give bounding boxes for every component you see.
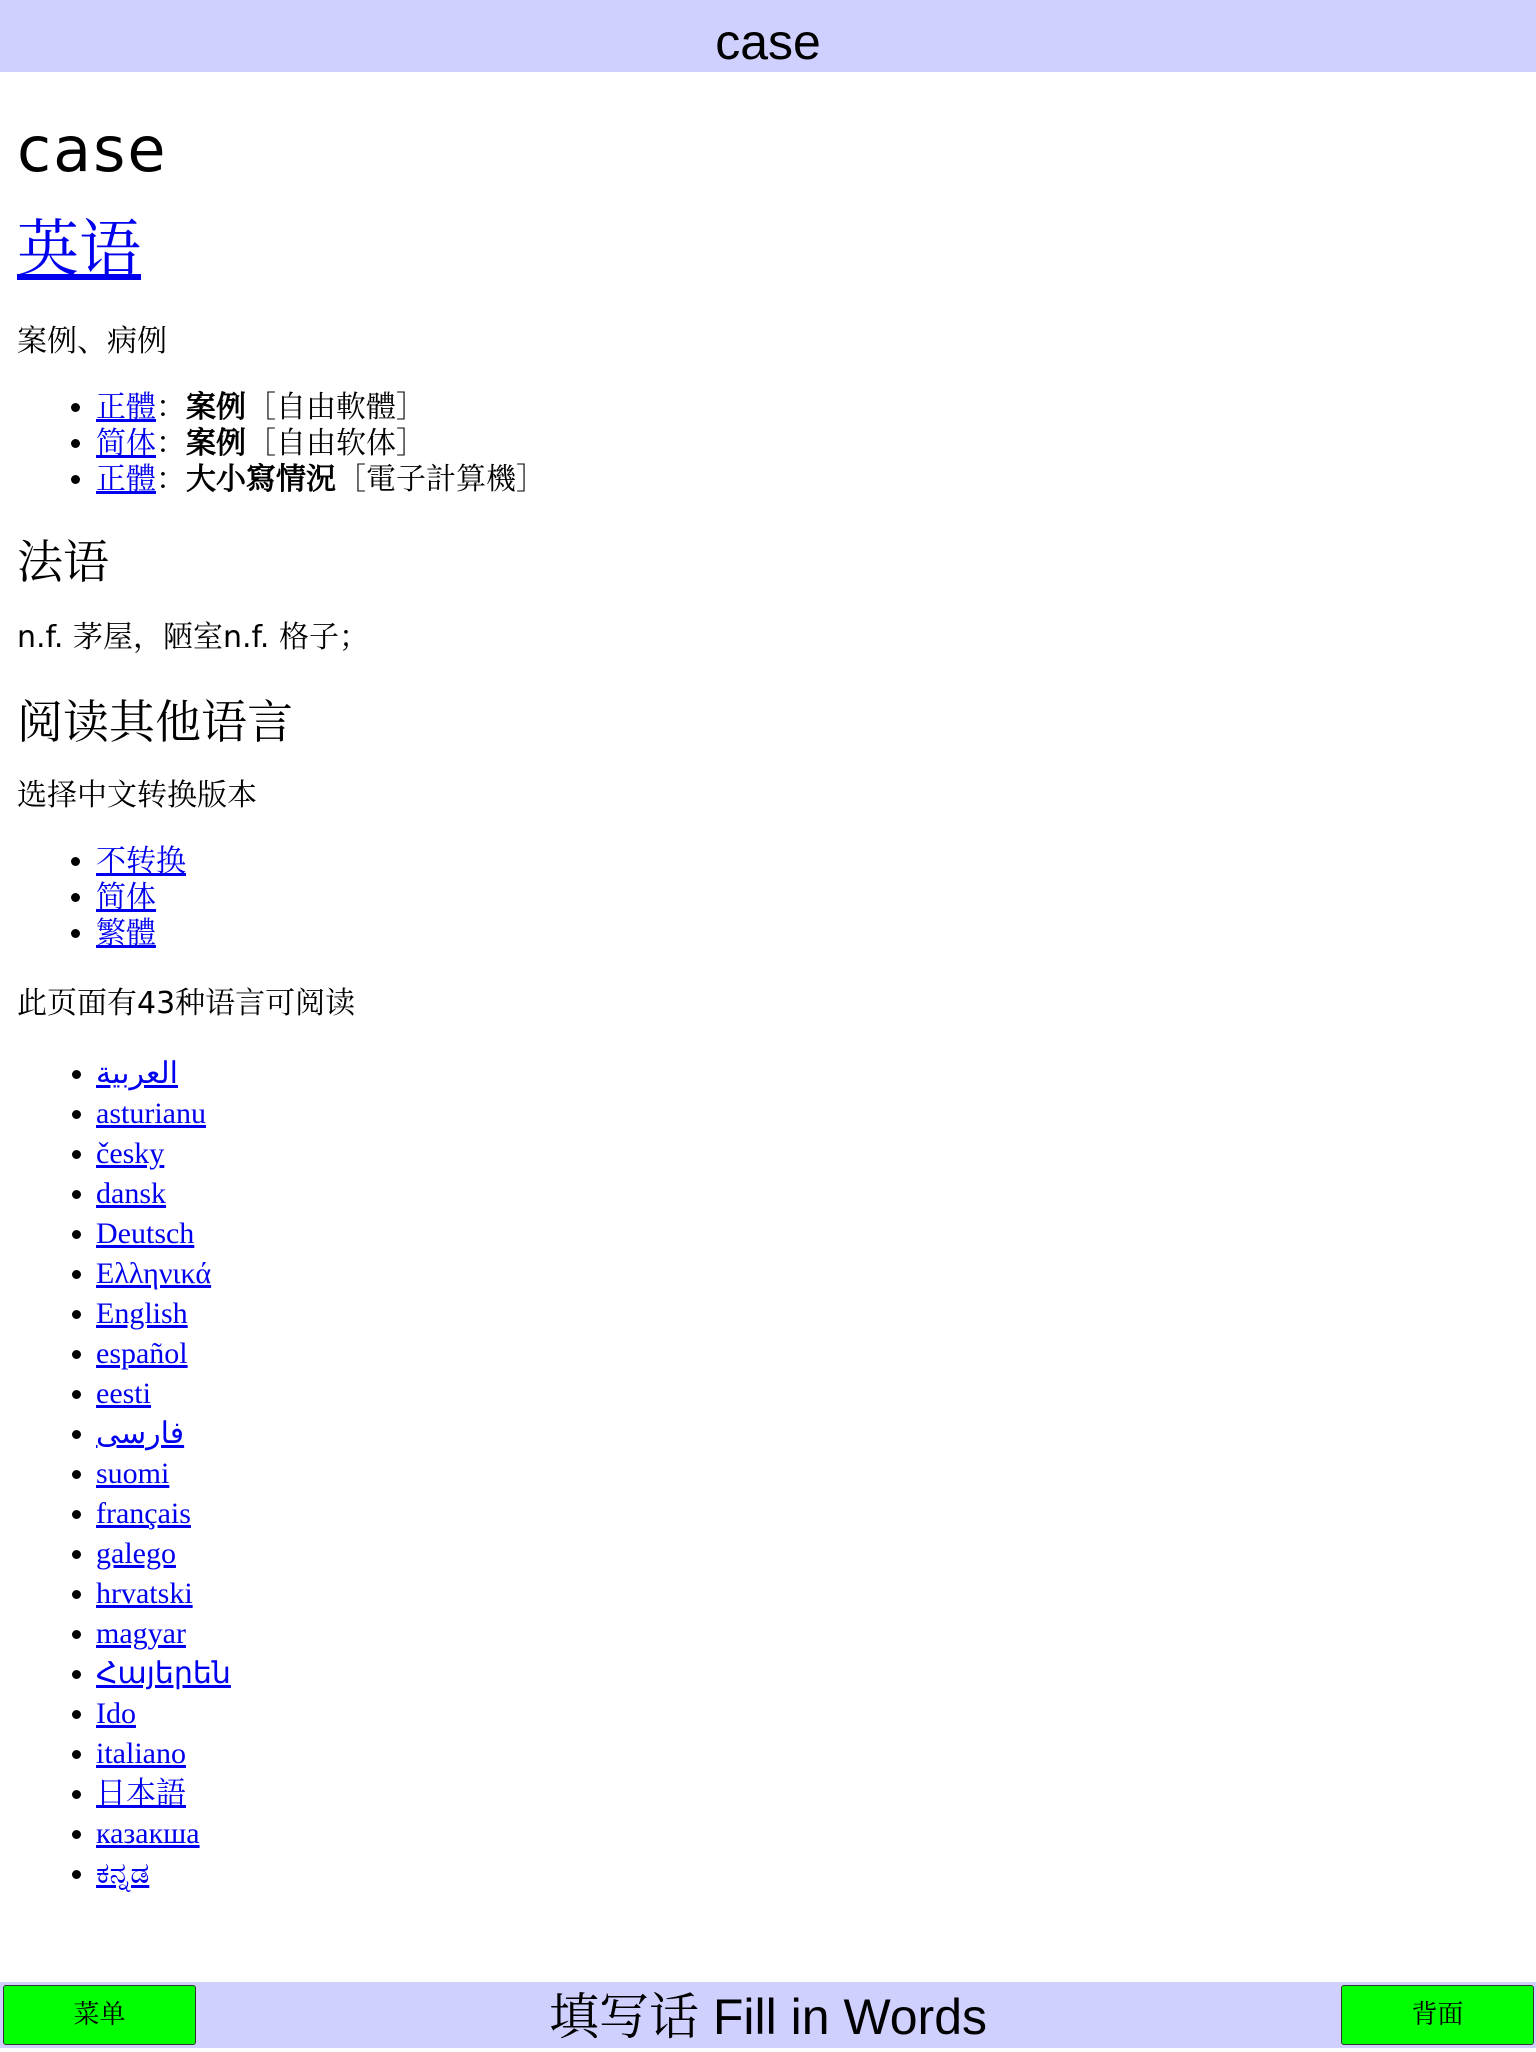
variant-separator: ：: [156, 462, 186, 497]
language-item: [96, 1374, 1517, 1414]
variant-term: 案例: [186, 390, 246, 425]
language-link[interactable]: asturianu: [96, 1097, 206, 1130]
conversion-options-list: [17, 844, 1517, 952]
language-link[interactable]: suomi: [96, 1457, 170, 1490]
language-item: [96, 1414, 1517, 1454]
english-heading-link[interactable]: 英语: [17, 212, 142, 285]
conversion-option: [96, 844, 1517, 880]
language-item: [96, 1494, 1517, 1534]
variant-term: 案例: [186, 426, 246, 461]
conversion-option-link[interactable]: 不转换: [96, 844, 186, 879]
language-item: [96, 1054, 1517, 1094]
language-link[interactable]: فارسی: [96, 1417, 185, 1450]
variant-domain: ［自由軟體］: [246, 390, 426, 425]
top-bar-title: case: [715, 14, 821, 70]
variant-domain: ［自由软体］: [246, 426, 426, 461]
variant-separator: ：: [156, 390, 186, 425]
variant-domain: ［電子計算機］: [336, 462, 546, 497]
language-item: [96, 1854, 1517, 1894]
language-item: [96, 1214, 1517, 1254]
variant-item: [96, 390, 1517, 426]
language-link[interactable]: español: [96, 1337, 188, 1370]
language-item: [96, 1574, 1517, 1614]
language-item: [96, 1614, 1517, 1654]
language-link[interactable]: eesti: [96, 1377, 151, 1410]
conversion-label: 选择中文转换版本: [17, 778, 257, 813]
language-link[interactable]: العربية: [96, 1057, 178, 1090]
variant-script-link[interactable]: 简体: [96, 426, 156, 461]
english-heading: [17, 210, 1517, 288]
variant-term: 大小寫情況: [186, 462, 336, 497]
language-link[interactable]: ಕನ್ನಡ: [96, 1857, 150, 1890]
language-item: [96, 1294, 1517, 1334]
variant-item: [96, 426, 1517, 462]
french-definition: n.f. 茅屋，陋室n.f. 格子；: [17, 620, 370, 655]
language-item: [96, 1694, 1517, 1734]
language-link[interactable]: Ελληνικά: [96, 1257, 212, 1290]
word-title: case: [17, 113, 168, 186]
language-link[interactable]: Հայերեն: [96, 1657, 231, 1690]
language-item: [96, 1534, 1517, 1574]
conversion-option-link[interactable]: 繁體: [96, 916, 156, 951]
menu-button[interactable]: 菜单: [3, 1985, 196, 2045]
language-count-text: 此页面有43种语言可阅读: [17, 986, 356, 1021]
language-item: [96, 1734, 1517, 1774]
french-heading: 法语: [17, 535, 109, 589]
language-link[interactable]: hrvatski: [96, 1577, 193, 1610]
language-item: [96, 1134, 1517, 1174]
language-link[interactable]: česky: [96, 1137, 165, 1170]
language-item: [96, 1814, 1517, 1854]
bottom-bar: [0, 1982, 1536, 2048]
language-item: [96, 1254, 1517, 1294]
language-link[interactable]: 日本語: [96, 1777, 186, 1810]
language-link[interactable]: dansk: [96, 1177, 166, 1210]
variant-item: [96, 462, 1517, 498]
english-variants-list: [17, 390, 1517, 498]
variant-script-link[interactable]: 正體: [96, 462, 156, 497]
english-definition: 案例、病例: [17, 324, 167, 359]
language-list: [17, 1054, 1517, 1894]
language-link[interactable]: galego: [96, 1537, 176, 1570]
language-link[interactable]: italiano: [96, 1737, 186, 1770]
language-link[interactable]: Ido: [96, 1697, 136, 1730]
language-item: [96, 1454, 1517, 1494]
language-item: [96, 1654, 1517, 1694]
conversion-option: [96, 880, 1517, 916]
language-item: [96, 1174, 1517, 1214]
conversion-option: [96, 916, 1517, 952]
language-item: [96, 1334, 1517, 1374]
language-link[interactable]: magyar: [96, 1617, 186, 1650]
variant-script-link[interactable]: 正體: [96, 390, 156, 425]
language-item: [96, 1094, 1517, 1134]
main-content: [17, 72, 1517, 1982]
language-item: [96, 1774, 1517, 1814]
language-link[interactable]: казакша: [96, 1817, 200, 1850]
conversion-option-link[interactable]: 简体: [96, 880, 156, 915]
bottom-bar-title: 填写话 Fill in Words: [548, 1989, 987, 2045]
variant-separator: ：: [156, 426, 186, 461]
language-link[interactable]: français: [96, 1497, 191, 1530]
other-languages-heading: 阅读其他语言: [17, 695, 293, 749]
back-button[interactable]: 背面: [1341, 1985, 1534, 2045]
language-link[interactable]: English: [96, 1297, 188, 1330]
top-bar: [0, 0, 1536, 72]
language-link[interactable]: Deutsch: [96, 1217, 195, 1250]
